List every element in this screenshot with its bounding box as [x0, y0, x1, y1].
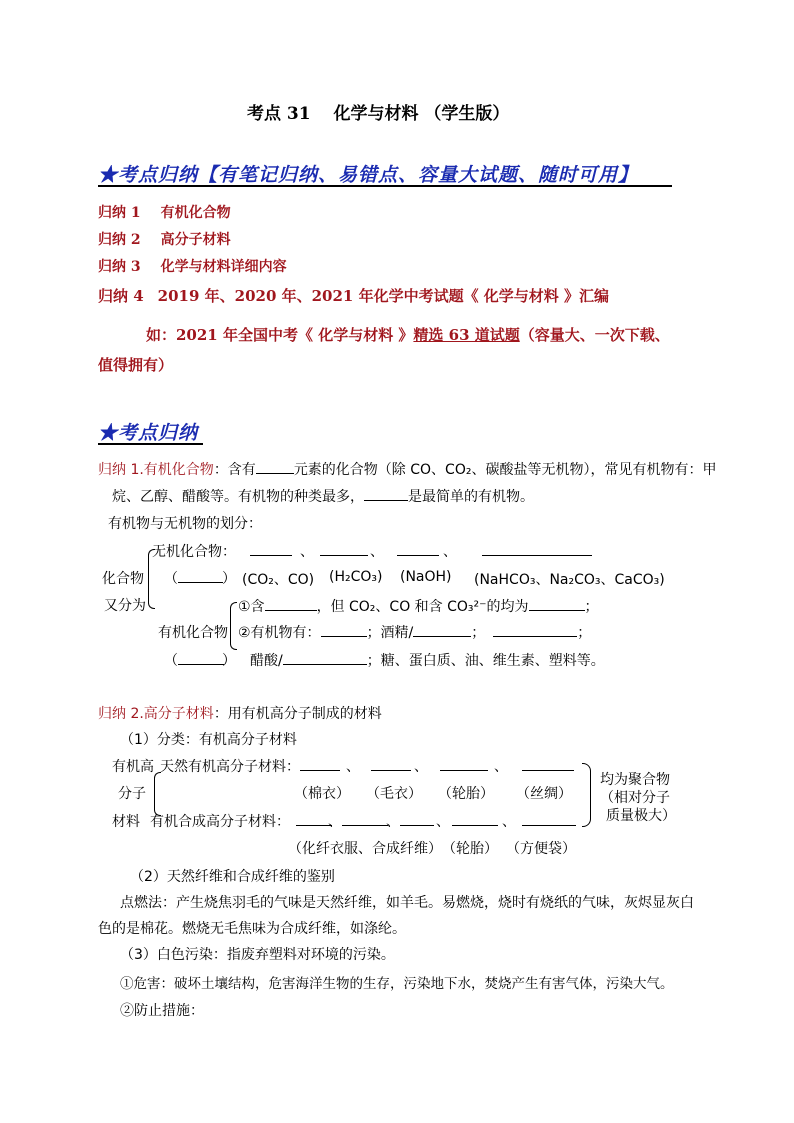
blank[interactable] — [397, 541, 439, 556]
organic-def-3: 醋酸/ ；糖、蛋白质、油、维生素、塑料等。 — [250, 650, 605, 670]
page-title: 考点 31 化学与材料 （学生版） — [247, 104, 510, 124]
burn-line-1: 点燃法：产生烧焦羽毛的气味是天然纤维，如羊毛。易燃烧，烧时有烧纸的气味，灰烬显灰白 — [120, 895, 694, 911]
section-heading: ★考点归纳 — [98, 422, 199, 444]
blank[interactable] — [178, 650, 224, 665]
blank[interactable] — [250, 541, 292, 556]
promo-link[interactable]: 精选 63 道试题 — [413, 326, 520, 344]
s2-heading: 归纳 2.高分子材料：用有机高分子制成的材料 — [98, 706, 382, 722]
blank[interactable] — [283, 650, 367, 665]
blank[interactable] — [296, 811, 332, 826]
promo-line: 如：2021 年全国中考《 化学与材料 》精选 63 道试题（容量大、一次下载、 — [146, 326, 670, 344]
blank[interactable] — [265, 596, 317, 611]
natural-item: （丝绸） — [516, 786, 572, 802]
formula: (NaOH) — [400, 569, 452, 585]
section-heading-underline — [98, 443, 203, 445]
synthetic-item: （方便袋） — [506, 841, 576, 857]
compound-label: 化合物 — [102, 571, 144, 587]
subdivide-label: 又分为 — [104, 598, 146, 614]
blank[interactable] — [364, 486, 408, 501]
natural-label: 天然有机高分子材料： — [160, 759, 300, 775]
s2-identification: （2）天然纤维和合成纤维的鉴别 — [130, 869, 335, 885]
blank[interactable] — [178, 568, 223, 583]
s1-line-1: 归纳 1.有机化合物：含有 元素的化合物（除 CO、CO₂、碳酸盐等无机物），常见有机物有：甲 — [98, 459, 716, 479]
white-pollution: （3）白色污染：指废弃塑料对环境的污染。 — [120, 947, 395, 963]
blank[interactable] — [493, 622, 577, 637]
note-line-3: 质量极大） — [606, 808, 676, 824]
blank[interactable] — [529, 596, 585, 611]
promo-line-2: 值得拥有） — [98, 356, 174, 374]
s2-classification: （1）分类：有机高分子材料 — [120, 732, 297, 748]
s1-line-3: 有机物与无机物的划分： — [108, 516, 262, 532]
synthetic-item: （轮胎） — [442, 841, 498, 857]
blank[interactable] — [413, 622, 471, 637]
natural-item: （毛衣） — [366, 786, 422, 802]
toc-item-1[interactable]: 归纳 1 有机化合物 — [98, 205, 231, 221]
blank[interactable] — [320, 541, 368, 556]
blank[interactable] — [440, 756, 488, 771]
brace-organic — [230, 602, 237, 650]
toc-item-2[interactable]: 归纳 2 高分子材料 — [98, 232, 231, 248]
natural-item: （棉衣） — [294, 786, 350, 802]
synthetic-label: 有机合成高分子材料： — [150, 814, 290, 830]
organic-def-2: ②有机物有： ；酒精/ ； ； — [238, 622, 591, 642]
organic-def-1: ①含 ，但 CO₂、CO 和含 CO₃²⁻的均为 ； — [238, 596, 599, 616]
blank[interactable] — [300, 756, 340, 771]
note-line-2: （相对分子 — [600, 790, 670, 806]
toc-item-3[interactable]: 归纳 3 化学与材料详细内容 — [98, 259, 287, 275]
inorganic-label: 无机化合物： — [152, 544, 236, 560]
blank[interactable] — [522, 811, 576, 826]
blank[interactable] — [400, 811, 434, 826]
banner-underline — [98, 185, 672, 187]
brace-compound — [148, 549, 155, 609]
synthetic-item: （化纤衣服、合成纤维） — [288, 841, 442, 857]
blank[interactable] — [342, 811, 388, 826]
blank[interactable] — [321, 622, 367, 637]
left-label-2: 分子 — [118, 786, 146, 802]
left-label-3: 材料 — [112, 814, 140, 830]
formula: (H₂CO₃) — [329, 569, 383, 585]
formula: (NaHCO₃、Na₂CO₃、CaCO₃) — [474, 572, 665, 588]
toc-item-4[interactable]: 归纳 4 2019 年、2020 年、2021 年化学中考试题《 化学与材料 》汇编 — [98, 287, 610, 305]
burn-line-2: 色的是棉花。燃烧无毛焦味为合成纤维，如涤纶。 — [98, 921, 406, 937]
harm-line: ①危害：破坏土壤结构，危害海洋生物的生存，污染地下水，焚烧产生有害气体，污染大气。 — [120, 976, 674, 992]
blank[interactable] — [482, 541, 592, 556]
blank[interactable] — [452, 811, 498, 826]
blank[interactable] — [371, 756, 411, 771]
natural-item: （轮胎） — [438, 786, 494, 802]
note-line-1: 均为聚合物 — [600, 772, 670, 788]
blank[interactable] — [522, 756, 574, 771]
header-banner: ★考点归纳【有笔记归纳、易错点、容量大试题、随时可用】 — [98, 164, 639, 186]
formula: (CO₂、CO) — [242, 572, 315, 588]
prevent-line: ②防止措施： — [120, 1003, 204, 1019]
brace-note — [582, 763, 591, 827]
left-label-1: 有机高 — [112, 759, 154, 775]
s1-line-2: 烷、乙醇、醋酸等。有机物的种类最多， 是最简单的有机物。 — [112, 486, 534, 506]
organic-label: 有机化合物 — [158, 625, 228, 641]
brace-polymer — [154, 772, 161, 816]
blank[interactable] — [256, 459, 294, 474]
